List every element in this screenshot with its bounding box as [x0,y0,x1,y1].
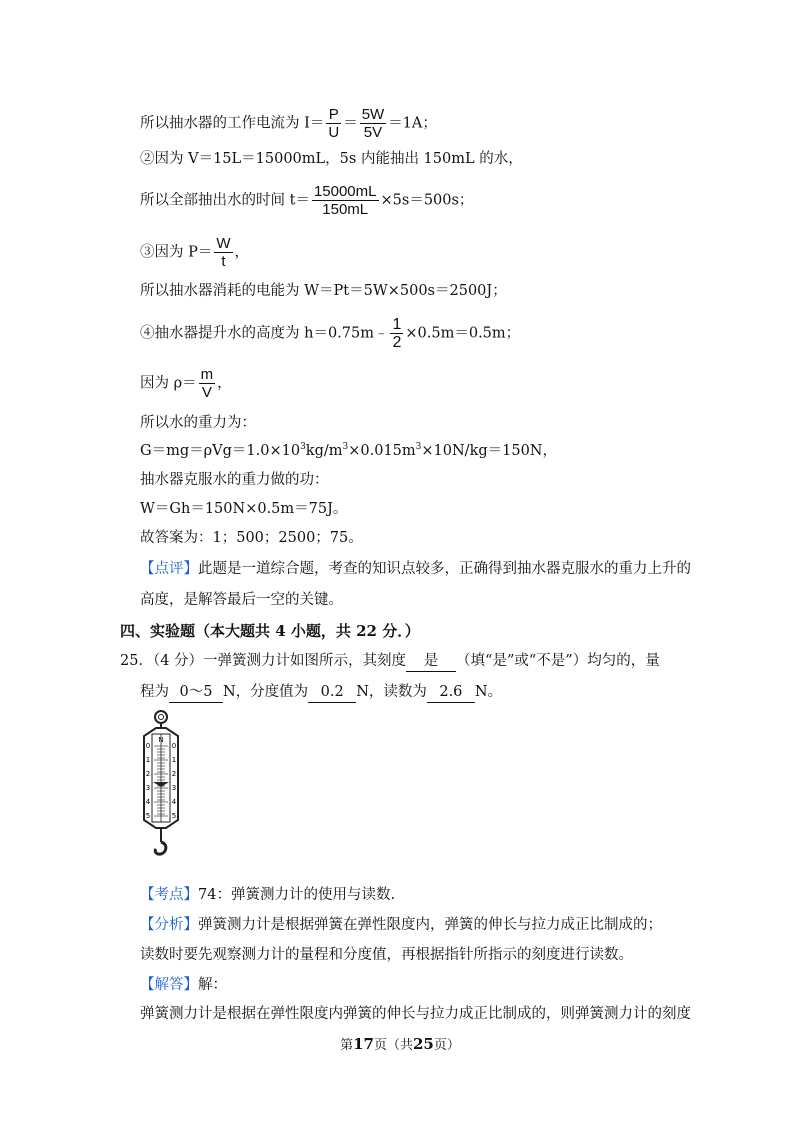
scale-unit-label: N [158,736,164,744]
fraction-volume-rate: $\frac{15000mL}{150mL}$ [313,183,377,218]
scale-right-label: 1 [171,756,177,764]
answer-blank-reading: 2.6 [427,682,475,703]
hook-icon [155,842,166,854]
review-line-2: 高度，是解答最后一空的关键。 [140,592,343,608]
top-ring [155,711,167,723]
fraction-half: $\frac{1}{2}$ [392,316,402,351]
jieda-tag: 【解答】 [140,977,198,993]
scale-right-label: 2 [171,770,177,778]
scale-left-label: 1 [145,756,151,764]
page-number: 17 [353,1035,374,1053]
scale-left-label: 5 [145,812,151,820]
answer-blank-range: 0～5 [169,682,223,703]
page-total: 25 [413,1035,434,1053]
line-answer: 故答案为：1；500；2500；75。 [140,530,363,546]
review-line-1: 【点评】此题是一道综合题，考查的知识点较多，正确得到抽水器克服水的重力上升的 [140,561,691,577]
review-tag: 【点评】 [140,561,198,577]
fenxi-line-2: 读数时要先观察测力计的量程和分度值，再根据指针所指示的刻度进行读数。 [140,947,633,963]
jieda-line-2: 弹簧测力计是根据在弹性限度内弹簧的伸长与拉力成正比制成的，则弹簧测力计的刻度 [140,1006,691,1022]
scale-right-label: 3 [171,784,177,792]
line-current: 所以抽水器的工作电流为 I＝ $\frac{P}{U}$ ＝ $\frac{5W}{5V}$ ＝1A； [140,106,437,141]
fraction-p-u: $\frac{P}{U}$ [328,106,340,141]
fenxi-tag: 【分析】 [140,917,198,933]
fraction-5w-5v: $\frac{5W}{5V}$ [361,106,385,141]
spring-scale-figure [140,708,190,862]
scale-left-label: 3 [145,784,151,792]
scale-left-label: 0 [145,742,151,750]
scale-right-label: 5 [171,812,177,820]
line-work: W＝Gh＝150N×0.5m＝75J。 [140,501,348,517]
answer-blank-division: 0.2 [308,682,356,703]
scale-left-label: 2 [145,770,151,778]
answer-blank-uniform: 是 [406,651,456,672]
scale-right-label: 4 [171,798,177,806]
jieda-line-1: 【解答】解： [140,977,227,993]
question-25-line-2: 程为 0～5 N，分度值为 0.2 N，读数为 2.6 N。 [140,682,502,703]
line-volume: ②因为 V＝15L＝15000mL，5s 内能抽出 150mL 的水， [140,151,523,167]
fraction-m-v: $\frac{m}{V}$ [200,366,214,401]
line-energy: 所以抽水器消耗的电能为 W＝Pt＝5W×500s＝2500J； [140,283,507,299]
line-gravity: $G=mg=\rho Vg=1.0\times 10^3kg/m^3\times 0.015m^3\times 10N/kg=150N$， [140,442,557,459]
line-density: 因为 ρ＝ $\frac{m}{V}$ ， [140,366,232,401]
scale-right-label: 0 [171,742,177,750]
fenxi-line-1: 【分析】弹簧测力计是根据弹簧在弹性限度内，弹簧的伸长与拉力成正比制成的； [140,917,662,933]
section-heading: 四、实验题（本大题共 4 小题，共 22 分．） [120,622,420,640]
scale-pointer [153,782,169,787]
kaodian-tag: 【考点】 [140,887,198,903]
page-footer: 第17页（共25页） [340,1035,460,1053]
line-gravity-intro: 所以水的重力为： [140,415,256,431]
line-height: ④抽水器提升水的高度为 h＝0.75m﹣ $\frac{1}{2}$ ×0.5m＝0.5m； [140,316,521,351]
line-work-intro: 抽水器克服水的重力做的功： [140,472,329,488]
line-time: 所以全部抽出水的时间 t＝ $\frac{15000mL}{150mL}$ ×5s＝500s； [140,183,474,218]
fraction-w-t: $\frac{W}{t}$ [216,235,231,270]
question-25-line-1: 25．（4 分）一弹簧测力计如图所示，其刻度 是 （填“是”或“不是”）均匀的，量 [120,651,660,672]
line-power: ③因为 P＝ $\frac{W}{t}$ ， [140,235,250,270]
kaodian-line: 【考点】74：弹簧测力计的使用与读数. [140,887,396,903]
scale-left-label: 4 [145,798,151,806]
